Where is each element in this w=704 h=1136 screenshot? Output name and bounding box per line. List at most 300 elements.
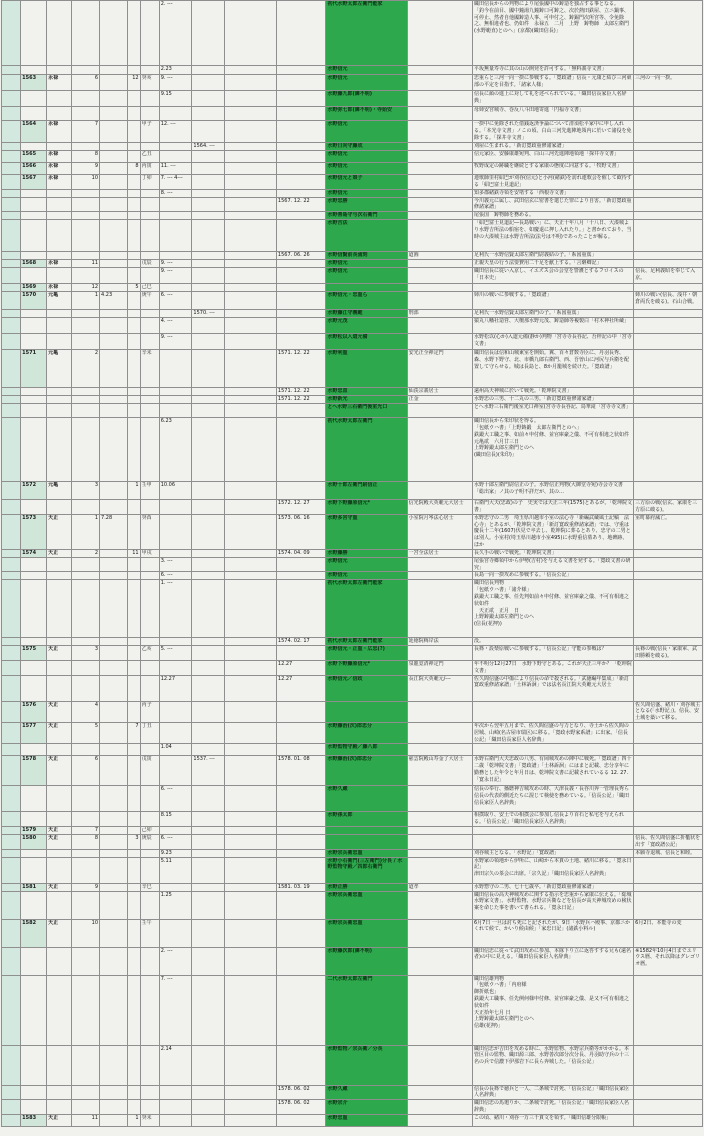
year-cell <box>21 1085 47 1100</box>
kanshi-cell: 戊寅 <box>140 756 159 786</box>
event-cell: 足利氏一水野信賢太郎左衛門尉義結の子。「系図重篤」 <box>472 252 633 260</box>
era-year-cell <box>71 580 99 638</box>
remarks-cell <box>634 482 703 500</box>
spacer-cell <box>225 812 277 827</box>
leap-cell <box>128 1100 140 1115</box>
date-cell <box>159 396 192 404</box>
leap-cell <box>128 121 140 143</box>
date-cell: 7. --- <box>159 975 192 1045</box>
death-date-cell <box>276 826 326 834</box>
year-cell: 1581 <box>21 883 47 891</box>
date-cell <box>159 404 192 418</box>
kaigen-cell <box>100 163 128 175</box>
year-cell: 1583 <box>21 1114 47 1126</box>
death-date-cell <box>276 857 326 883</box>
table-row <box>2 143 703 151</box>
era-cell <box>47 660 72 675</box>
remarks-cell <box>634 163 703 175</box>
leap-cell <box>128 786 140 812</box>
year-cell <box>21 1045 47 1085</box>
spacer-cell <box>225 675 277 701</box>
year-cell: 1572 <box>21 482 47 500</box>
spacer-cell <box>225 883 277 891</box>
kanshi-cell <box>140 975 159 1045</box>
person-cell: 水野信元 <box>326 163 407 175</box>
spacer-cell <box>225 212 277 220</box>
posthumous-name-cell: 小室院月岑法心居士 <box>407 514 472 549</box>
remarks-cell <box>634 786 703 812</box>
kanshi-cell: 戊辰 <box>140 260 159 268</box>
year-cell: 1567 <box>21 175 47 190</box>
spacer-cell <box>225 849 277 857</box>
birth-cell <box>192 252 225 260</box>
death-date-cell <box>276 310 326 318</box>
leap-cell <box>128 350 140 388</box>
posthumous-name-cell <box>407 826 472 834</box>
year-cell: 1564 <box>21 121 47 143</box>
spacer-cell <box>225 756 277 786</box>
year-cell <box>21 849 47 857</box>
spacer-cell <box>225 1085 277 1100</box>
spacer-cell <box>225 722 277 743</box>
event-cell <box>472 701 633 722</box>
kanshi-cell: 庚午 <box>140 292 159 310</box>
spacer-cell <box>225 268 277 284</box>
event-cell: 一揆中に免除された借銭返済争論について清須松平家中に申し入れる。「本光寺文書」ノこの頃、白山三河先進陣地領内に於いて諸役を免除する。「探井寺文書」 <box>472 121 633 143</box>
table-row <box>2 396 703 404</box>
person-cell: 水野正勝 <box>326 883 407 891</box>
margin-cell <box>2 482 21 500</box>
date-cell <box>159 756 192 786</box>
year-cell <box>21 396 47 404</box>
kanshi-cell <box>140 1 159 66</box>
era-cell <box>47 143 72 151</box>
table-row <box>2 175 703 190</box>
kanshi-cell <box>140 404 159 418</box>
era-year-cell: 6 <box>71 756 99 786</box>
margin-cell <box>2 580 21 638</box>
posthumous-name-cell: 長江院大英範元/--- <box>407 675 472 701</box>
kanshi-cell: 辛未 <box>140 350 159 388</box>
death-date-cell <box>276 646 326 661</box>
posthumous-name-cell <box>407 334 472 350</box>
event-cell: この頃、緒川・刈谷一万三千貫文を領す。「織田信雄分限帳」 <box>472 1114 633 1126</box>
person-cell <box>326 834 407 849</box>
leap-cell <box>128 418 140 482</box>
spacer-cell <box>225 388 277 396</box>
kanshi-cell: 己巳 <box>140 284 159 292</box>
era-cell <box>47 1 72 66</box>
date-cell <box>159 514 192 549</box>
person-cell: 二代水野太郎左衛門 <box>326 975 407 1045</box>
birth-cell <box>192 557 225 572</box>
year-cell <box>21 107 47 121</box>
death-date-cell: 1573. 06. 16 <box>276 514 326 549</box>
era-cell: 天正 <box>47 756 72 786</box>
death-date-cell <box>276 975 326 1045</box>
event-cell: 織田信長に従い入京し、イエズス会の会堂を警護とするフロイスの「日本史」 <box>472 268 633 284</box>
remarks-cell <box>634 418 703 482</box>
birth-cell <box>192 163 225 175</box>
era-year-cell <box>71 1 99 66</box>
leap-cell <box>128 947 140 975</box>
event-cell: 尾張国 鋳物師を務める。 <box>472 212 633 220</box>
person-cell: 水野信元 <box>326 189 407 197</box>
birth-cell <box>192 418 225 482</box>
era-year-cell <box>71 744 99 756</box>
spacer-cell <box>225 660 277 675</box>
year-cell <box>21 220 47 252</box>
table-row <box>2 849 703 857</box>
year-cell <box>21 1100 47 1115</box>
death-date-cell <box>276 834 326 849</box>
remarks-cell: 姉川の戦い(信長、浅井・朝倉両氏を破る)。石山合戦。 <box>634 292 703 310</box>
year-cell <box>21 675 47 701</box>
margin-cell <box>2 514 21 549</box>
year-cell <box>21 418 47 482</box>
table-row <box>2 1100 703 1115</box>
posthumous-name-cell <box>407 212 472 220</box>
posthumous-name-cell <box>407 143 472 151</box>
birth-cell <box>192 388 225 396</box>
leap-cell <box>128 756 140 786</box>
era-year-cell: 7 <box>71 826 99 834</box>
table-row <box>2 514 703 549</box>
posthumous-name-cell: 信光院殿大英範元大居士 <box>407 500 472 515</box>
person-cell: 水野孫太郎 <box>326 812 407 827</box>
table-row <box>2 121 703 143</box>
kaigen-cell <box>100 756 128 786</box>
posthumous-name-cell <box>407 75 472 91</box>
person-cell: 初代水野太郎左衛門能家 <box>326 580 407 638</box>
era-cell <box>47 91 72 107</box>
posthumous-name-cell: 道圓 <box>407 252 472 260</box>
event-cell: 牧野成定の跡職を継続とする家康の態度に同意する。「牧野文書」 <box>472 163 633 175</box>
spacer-cell <box>225 107 277 121</box>
death-date-cell <box>276 1114 326 1126</box>
leap-cell <box>128 975 140 1045</box>
death-date-cell <box>276 404 326 418</box>
spacer-cell <box>225 189 277 197</box>
person-cell: 水野宗兵衛忠重 <box>326 891 407 919</box>
posthumous-name-cell <box>407 744 472 756</box>
era-cell <box>47 252 72 260</box>
kanshi-cell: 癸亥 <box>140 75 159 91</box>
table-row <box>2 388 703 396</box>
person-cell <box>326 826 407 834</box>
kaigen-cell <box>100 151 128 163</box>
kanshi-cell <box>140 388 159 396</box>
table-row <box>2 580 703 638</box>
era-cell <box>47 947 72 975</box>
person-cell <box>326 701 407 722</box>
remarks-cell: 本願寺退城、信長と和睦。 <box>634 849 703 857</box>
era-year-cell <box>71 947 99 975</box>
birth-cell <box>192 197 225 212</box>
margin-cell <box>2 947 21 975</box>
kanshi-cell <box>140 252 159 260</box>
person-cell: 水野善島守与次右衛門 <box>326 212 407 220</box>
date-cell <box>159 701 192 722</box>
posthumous-name-cell <box>407 891 472 919</box>
leap-cell <box>128 404 140 418</box>
kanshi-cell <box>140 1045 159 1085</box>
table-row <box>2 701 703 722</box>
margin-cell <box>2 756 21 786</box>
event-cell: 右衛門大夫(忠政)の子 史実では天正三年(1575)とあるが。「乾坤院文書」 <box>473 500 633 513</box>
date-cell <box>159 660 192 675</box>
date-cell: 2. --- <box>159 1 192 66</box>
birth-cell <box>192 396 225 404</box>
margin-cell <box>2 334 21 350</box>
person-cell: 水野藤江守義範 <box>326 310 407 318</box>
kaigen-cell: 7.28 <box>100 514 128 549</box>
remarks-cell <box>634 1100 703 1115</box>
death-date-cell: 1572. 12. 27 <box>276 500 326 515</box>
date-cell: 12. --- <box>159 121 192 143</box>
era-year-cell <box>71 318 99 334</box>
leap-cell <box>128 857 140 883</box>
year-cell: 1582 <box>21 919 47 947</box>
birth-cell <box>192 1045 225 1085</box>
event-cell: 信長の長篠で徳兵と一人、二条城で討死、「信長公記」「織田信長家臣人名辞典」 <box>472 1085 633 1100</box>
kaigen-cell <box>100 834 128 849</box>
date-cell <box>159 1100 192 1115</box>
margin-cell <box>2 849 21 857</box>
remarks-cell <box>634 1045 703 1085</box>
event-cell <box>472 834 633 849</box>
margin-cell <box>2 284 21 292</box>
table-row <box>2 197 703 212</box>
event-cell: 尾張宮寺郷領中から伊勢(吉村)を与える文書を発する。「寛政文書の研究」 <box>472 557 633 572</box>
margin-cell <box>2 891 21 919</box>
kanshi-cell <box>140 220 159 252</box>
margin-cell <box>2 396 21 404</box>
table-row <box>2 252 703 260</box>
person-cell: 水野監物／宗兵衛／分長 <box>326 1045 407 1085</box>
posthumous-name-cell <box>407 786 472 812</box>
posthumous-name-cell <box>407 722 472 743</box>
person-cell: 初代水野太郎左衛門能家 <box>326 638 407 646</box>
year-cell: 1577 <box>21 722 47 743</box>
event-cell: 水野松以(心か)入道元備(静か)判物「宮寺寺長谷記、吾梓記の中「宮寺文書」 <box>472 334 633 350</box>
birth-cell <box>192 786 225 812</box>
table-row <box>2 975 703 1045</box>
era-year-cell <box>71 675 99 701</box>
spacer-cell <box>225 143 277 151</box>
date-cell <box>159 310 192 318</box>
leap-cell <box>128 151 140 163</box>
death-date-cell: 1567. 06. 26 <box>276 252 326 260</box>
leap-cell <box>128 212 140 220</box>
person-cell: 水野多宮守重 <box>326 514 407 549</box>
era-cell: 永禄 <box>47 151 72 163</box>
kanshi-cell <box>140 1085 159 1100</box>
era-cell <box>47 107 72 121</box>
kanshi-cell: 庚辰 <box>140 834 159 849</box>
margin-cell <box>2 212 21 220</box>
person-cell: 水野信元・忠重ら <box>326 292 407 310</box>
remarks-cell <box>634 812 703 827</box>
era-year-cell <box>71 500 99 515</box>
era-year-cell: 4 <box>71 701 99 722</box>
era-year-cell <box>71 1045 99 1085</box>
birth-cell <box>192 883 225 891</box>
birth-cell <box>192 350 225 388</box>
year-cell: 1575 <box>21 646 47 661</box>
birth-cell <box>192 1100 225 1115</box>
kaigen-cell <box>100 1100 128 1115</box>
remarks-cell <box>634 310 703 318</box>
margin-cell <box>2 107 21 121</box>
table-row <box>2 75 703 91</box>
kanshi-cell <box>140 1100 159 1115</box>
kaigen-cell <box>100 189 128 197</box>
remarks-cell <box>634 284 703 292</box>
spacer-cell <box>225 786 277 812</box>
posthumous-name-cell <box>407 482 472 500</box>
margin-cell <box>2 557 21 572</box>
event-cell: 今川義元に属し、武田信玄に密書を遣じた罪により自害。「新訂寛政重修諸家譜」 <box>472 197 633 212</box>
posthumous-name-cell <box>407 849 472 857</box>
year-cell <box>21 812 47 827</box>
kaigen-cell <box>100 220 128 252</box>
death-date-cell <box>276 75 326 91</box>
spacer-cell <box>225 1114 277 1126</box>
kaigen-cell <box>100 849 128 857</box>
event-cell: 水野惣守の二男、七十七歳卒。「新訂寛政重修諸家譜」 <box>472 883 633 891</box>
birth-cell: 1564. --- <box>192 143 225 151</box>
leap-cell <box>128 1045 140 1085</box>
era-cell: 天正 <box>47 826 72 834</box>
margin-cell <box>2 66 21 75</box>
kanshi-cell <box>140 572 159 580</box>
date-cell: 2.14 <box>159 1045 192 1085</box>
kanshi-cell <box>140 660 159 675</box>
date-cell <box>159 284 192 292</box>
date-cell: 5. --- <box>159 646 192 661</box>
leap-cell <box>128 1085 140 1100</box>
year-cell: 1570 <box>21 292 47 310</box>
person-cell: 水野忠勝 <box>326 197 407 212</box>
margin-cell <box>2 1085 21 1100</box>
table-row <box>2 260 703 268</box>
event-cell: 「紹巴富士見道記―長島戦い」に、天正十年八月「十八日、大湊城より水野吉所法の船宿を、如慶退に押し入れたり。」と書かれており、当時の大湊城主は水野吉所法(法号は不明)であったことが解る。 <box>472 220 633 252</box>
era-year-cell <box>71 268 99 284</box>
death-date-cell: 1571. 12. 22 <box>276 350 326 388</box>
event-cell: 織田信長から朱印状を得る。 「包紙ウハ書」「上野鋳鍛 太郎左衛門とのへ」 鉄鍛大工職之事、如前々申付條、並官庫豪之儀、不可有相違之状如件 元亀貳 六月廿三日 上野鋳鍛太郎左衛門とのへ (織田信長)(朱印)」 <box>472 418 633 482</box>
event-cell: 連歌師里村紹巴が刈谷(信元)と小河(緒鉄)を訪れ連歌会を催して歓待する「紹巴富士見道記」 <box>473 175 632 188</box>
table-row <box>2 826 703 834</box>
birth-cell <box>192 722 225 743</box>
birth-cell <box>192 580 225 638</box>
remarks-cell <box>634 396 703 404</box>
person-cell: 水野信元 <box>326 557 407 572</box>
margin-cell <box>2 572 21 580</box>
era-cell: 永禄 <box>47 163 72 175</box>
remarks-cell <box>634 660 703 675</box>
person-cell: 水野日向守藤成 <box>326 143 407 151</box>
year-cell <box>21 310 47 318</box>
person-cell: 水野藤治(次)郎忠分 <box>326 756 407 786</box>
leap-cell: 1 <box>128 482 140 500</box>
birth-cell <box>192 1 225 66</box>
birth-cell <box>192 91 225 107</box>
person-cell: 水野信元 <box>326 260 407 268</box>
event-cell: 年次から翌年五月まで、佐久間信盛の与力となり、寺土から佐久間の居城、山崎(名古屋市瑞区)に移る。「寛政水野家系譜」に出家。「信長公記」「織田信長家臣人名辞典」 <box>472 722 633 743</box>
table-row <box>2 334 703 350</box>
death-date-cell <box>276 418 326 482</box>
date-cell <box>159 143 192 151</box>
era-cell <box>47 189 72 197</box>
date-cell <box>159 212 192 220</box>
table-row <box>2 284 703 292</box>
era-cell <box>47 557 72 572</box>
era-cell <box>47 404 72 418</box>
margin-cell <box>2 151 21 163</box>
person-cell: 水野利重 <box>326 350 407 388</box>
kanshi-cell <box>140 143 159 151</box>
margin-cell <box>2 744 21 756</box>
table-row <box>2 292 703 310</box>
remarks-cell <box>634 975 703 1045</box>
kanshi-cell: 辛巳 <box>140 883 159 891</box>
date-cell <box>159 220 192 252</box>
leap-cell <box>128 260 140 268</box>
table-row <box>2 1 703 66</box>
year-cell: 1566 <box>21 163 47 175</box>
leap-cell <box>128 318 140 334</box>
era-year-cell: 11 <box>71 1114 99 1126</box>
spacer-cell <box>225 638 277 646</box>
year-cell <box>21 388 47 396</box>
date-cell: 12.27 <box>159 675 192 701</box>
remarks-cell <box>634 1114 703 1126</box>
era-cell: 元亀 <box>47 292 72 310</box>
death-date-cell <box>276 163 326 175</box>
era-year-cell <box>71 91 99 107</box>
margin-cell <box>2 91 21 107</box>
leap-cell <box>128 580 140 638</box>
margin-cell <box>2 350 21 388</box>
death-date-cell <box>276 786 326 812</box>
remarks-cell <box>634 260 703 268</box>
event-cell: 知多郡緒鉄寺領を安堵する「西根寺文書」 <box>472 189 633 197</box>
kanshi-cell: 甲戌 <box>140 549 159 557</box>
kaigen-cell <box>100 660 128 675</box>
person-cell: 水野監物守殿／藤八郎 <box>326 744 407 756</box>
date-cell <box>159 722 192 743</box>
leap-cell <box>128 660 140 675</box>
era-cell <box>47 1045 72 1085</box>
table-row <box>2 857 703 883</box>
table-row <box>2 310 703 318</box>
kanshi-cell <box>140 318 159 334</box>
birth-cell <box>192 268 225 284</box>
death-date-cell <box>276 580 326 638</box>
death-date-cell: 1578. 06. 02 <box>276 1085 326 1100</box>
era-cell <box>47 638 72 646</box>
death-date-cell <box>276 1 326 66</box>
person-cell: 水野信元 <box>326 66 407 75</box>
leap-cell <box>128 268 140 284</box>
margin-cell <box>2 418 21 482</box>
event-cell: 織田信長の高天神城攻めに関する指示を忠重から家康に伝える。「総城水野家文書」、水野監物、水野宗兵衛などを信長が高天神城攻めの検状案を命じた事を書いて書られる。「寛永日記」 <box>472 891 633 919</box>
posthumous-name-cell <box>407 834 472 849</box>
remarks-cell <box>634 891 703 919</box>
person-cell: 水野信元 <box>326 75 407 91</box>
birth-cell: 1537. --- <box>192 756 225 786</box>
